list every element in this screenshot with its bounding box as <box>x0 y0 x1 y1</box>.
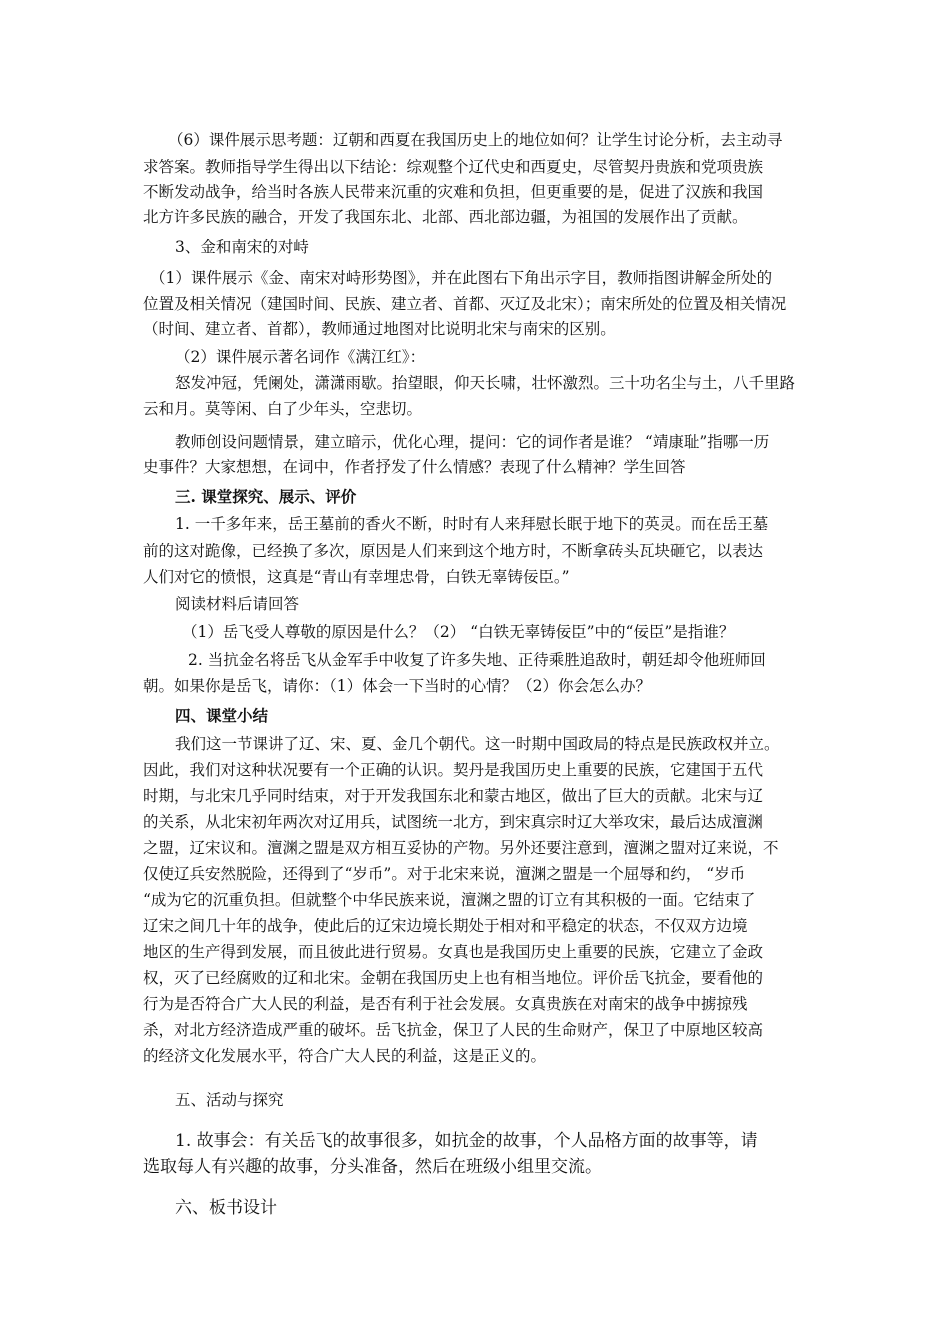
read-prompt: 阅读材料后请回答 <box>175 595 300 613</box>
summary-line: 因此，我们对这种状况要有一个正确的认识。契丹是我国历史上重要的民族，它建国于五代 <box>143 761 764 779</box>
section-heading: 五、活动与探究 <box>175 1091 284 1109</box>
summary-line: 杀，对北方经济造成严重的破坏。岳飞抗金，保卫了人民的生命财产，保卫了中原地区较高 <box>143 1021 764 1039</box>
para-p6-line: 不断发动战争，给当时各族人民带来沉重的灾难和负担，但更重要的是，促进了汉族和我国 <box>143 183 764 201</box>
summary-line: 之盟，辽宋议和。澶渊之盟是双方相互妥协的产物。另外还要注意到，澶渊之盟对辽来说，不 <box>143 839 779 857</box>
summary-line: 地区的生产得到发展，而且彼此进行贸易。女真也是我国历史上重要的民族，它建立了金政 <box>143 943 764 961</box>
q1-line: 1. 一千多年来，岳王墓前的香火不断，时时有人来拜慰长眠于地下的英灵。而在岳王墓 <box>175 515 769 533</box>
para-p6-line: 北方许多民族的融合，开发了我国东北、北部、西北部边疆，为祖国的发展作出了贡献。 <box>143 208 748 226</box>
q2-line: 朝。如果你是岳飞，请你：（1）体会一下当时的心情？（2）你会怎么办？ <box>143 677 651 695</box>
q1-line: 前的这对跪像，已经换了多次，原因是人们来到这个地方时，不断拿砖头瓦块砸它，以表达 <box>143 542 764 560</box>
section-heading: 六、板书设计 <box>175 1198 277 1218</box>
para-p6-line: （6）课件展示思考题：辽朝和西夏在我国历史上的地位如何？让学生讨论分析，去主动寻 <box>168 131 783 149</box>
activity-line: 1. 故事会：有关岳飞的故事很多，如抗金的故事，个人品格方面的故事等，请 <box>175 1131 758 1151</box>
poem-line: 怒发冲冠，凭阑处，潇潇雨歇。抬望眼，仰天长啸，壮怀激烈。三十功名尘与土，八千里路 <box>175 374 796 392</box>
heading-3: 3、金和南宋的对峙 <box>175 238 309 256</box>
section-heading: 四、课堂小结 <box>175 706 269 725</box>
q2-line: 2. 当抗金名将岳飞从金军手中收复了许多失地、正待乘胜追敌时，朝廷却令他班师回 <box>188 651 766 669</box>
summary-line: 时期，与北宋几乎同时结束，对于开发我国东北和蒙古地区，做出了巨大的贡献。北宋与辽 <box>143 787 764 805</box>
para-p6-line: 求答案。教师指导学生得出以下结论：综观整个辽代史和西夏史，尽管契丹贵族和党项贵族 <box>143 158 764 176</box>
summary-line: 的关系，从北宋初年两次对辽用兵，试图统一北方，到宋真宗时辽大举攻宋，最后达成澶渊 <box>143 813 764 831</box>
teacher-line: 史事件？大家想想，在词中，作者抒发了什么情感？表现了什么精神？学生回答 <box>143 458 686 476</box>
activity-line: 选取每人有兴趣的故事，分头准备，然后在班级小组里交流。 <box>143 1157 602 1177</box>
summary-line: 权，灭了已经腐败的辽和北宋。金朝在我国历史上也有相当地位。评价岳飞抗金，要看他的 <box>143 969 764 987</box>
para-31-line: （时间、建立者、首都），教师通过地图对比说明北宋与南宋的区别。 <box>143 320 616 338</box>
section-heading: 三. 课堂探究、展示、评价 <box>175 487 357 506</box>
summary-line: “成为它的沉重负担。但就整个中华民族来说，澶渊之盟的订立有其积极的一面。它结束了 <box>143 891 756 909</box>
para-31-line: 位置及相关情况（建国时间、民族、建立者、首都、灭辽及北宋）；南宋所处的位置及相关情况 <box>143 295 787 313</box>
q1-answer-prompt: （1）岳飞受人尊敬的原因是什么？（2） “白铁无辜铸佞臣”中的“佞臣”是指谁？ <box>182 623 735 641</box>
para-31-line: （1）课件展示《金、南宋对峙形势图》，并在此图右下角出示字目，教师指图讲解金所处的 <box>150 269 773 287</box>
summary-line: 行为是否符合广大人民的利益，是否有利于社会发展。女真贵族在对南宋的战争中掳掠残 <box>143 995 748 1013</box>
summary-line: 的经济文化发展水平，符合广大人民的利益，这是正义的。 <box>143 1047 547 1065</box>
q1-line: 人们对它的愤恨，这真是“青山有幸埋忠骨，白铁无辜铸佞臣。” <box>143 568 570 586</box>
teacher-line: 教师创设问题情景，建立暗示，优化心理，提问：它的词作者是谁？ “靖康耻”指哪一历 <box>175 433 770 451</box>
poem-line: 云和月。莫等闲、白了少年头，空悲切。 <box>143 400 423 418</box>
para-32: （2）课件展示著名词作《满江红》： <box>175 348 426 366</box>
summary-line: 仅使辽兵安然脱险，还得到了“岁币”。对于北宋来说，澶渊之盟是一个屈辱和约， “岁币 <box>143 865 746 883</box>
summary-line: 我们这一节课讲了辽、宋、夏、金几个朝代。这一时期中国政局的特点是民族政权并立。 <box>175 735 780 753</box>
summary-line: 辽宋之间几十年的战争，使此后的辽宋边境长期处于相对和平稳定的状态，不仅双方边境 <box>143 917 748 935</box>
